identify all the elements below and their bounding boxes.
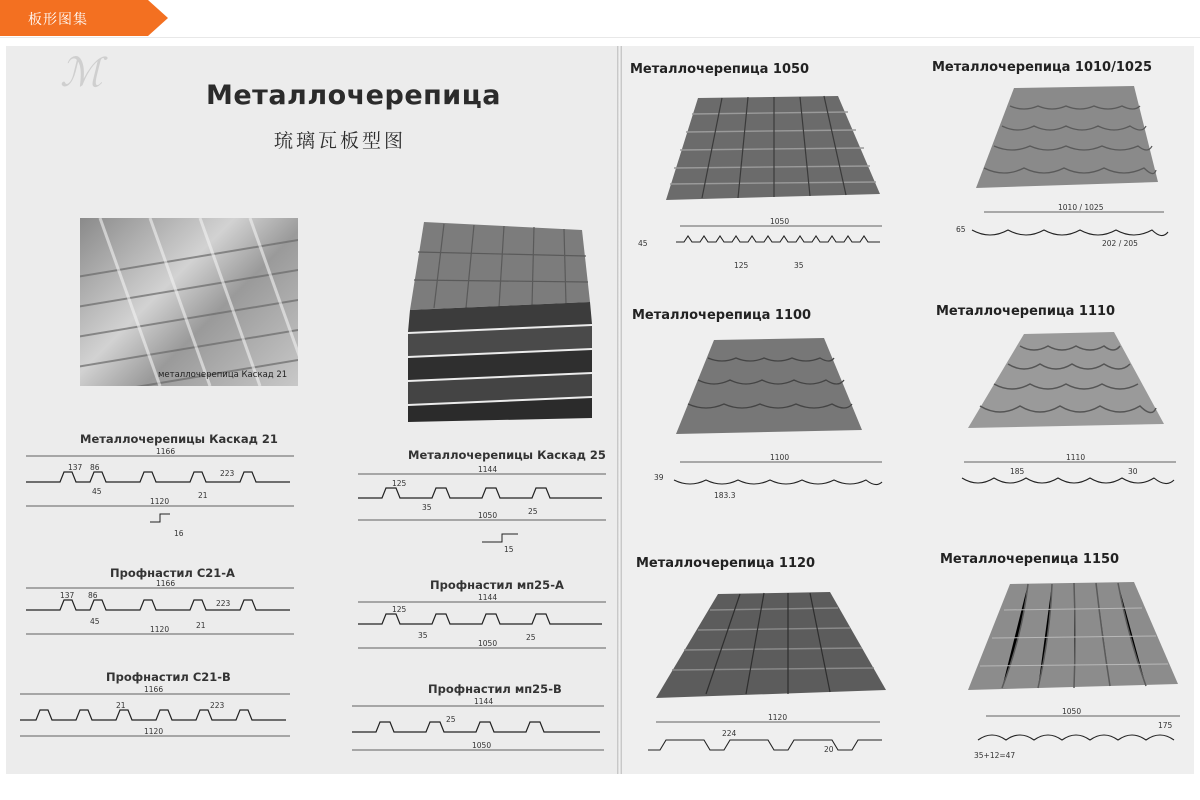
svg-text:1166: 1166 [156, 580, 176, 588]
svg-text:1050: 1050 [472, 741, 492, 750]
tile-1050-profile [636, 212, 890, 272]
section-tag-label: 板形图集 [28, 12, 88, 28]
page-subtitle: 琉璃瓦板型图 [274, 130, 407, 152]
book-spine [617, 46, 622, 774]
svg-text:25: 25 [526, 633, 536, 642]
svg-text:1050: 1050 [478, 511, 498, 520]
svg-text:45: 45 [92, 487, 102, 496]
tile-1120-profile [644, 712, 888, 760]
tile-1050-image [662, 92, 882, 204]
tile-label: Металлочерепица 1120 [636, 556, 816, 571]
tile-1150-image [966, 582, 1180, 694]
svg-text:224: 224 [722, 729, 737, 738]
tile-label: Металлочерепица 1010/1025 [932, 60, 1153, 75]
profile-label: Профнастил мп25-А [430, 578, 564, 592]
tile-label: Металлочерепица 1150 [940, 552, 1120, 567]
svg-text:35: 35 [418, 631, 428, 640]
svg-text:1120: 1120 [144, 727, 164, 736]
roof-photo [80, 218, 298, 386]
profile-label: Металлочерепицы Каскад 25 [408, 448, 606, 462]
tile-1100-profile [650, 448, 890, 504]
svg-text:25: 25 [446, 715, 456, 724]
svg-text:1144: 1144 [478, 593, 498, 602]
svg-text:1166: 1166 [144, 686, 164, 694]
photo-caption: металлочерепица Каскад 21 [158, 370, 288, 380]
svg-text:1120: 1120 [150, 497, 170, 506]
tile-1120-image [654, 590, 888, 700]
svg-text:185: 185 [1010, 467, 1025, 476]
svg-text:21: 21 [196, 621, 206, 630]
svg-text:125: 125 [392, 479, 407, 488]
tile-1150-profile [962, 706, 1188, 764]
svg-text:16: 16 [174, 529, 184, 538]
tile-1110-profile [956, 448, 1182, 498]
tile-label: Металлочерепица 1110 [936, 304, 1116, 319]
svg-text:1050: 1050 [478, 639, 498, 648]
tile-1100-image [674, 336, 864, 436]
svg-text:1144: 1144 [478, 465, 498, 474]
svg-text:21: 21 [198, 491, 208, 500]
svg-text:137: 137 [60, 591, 75, 600]
svg-text:25: 25 [528, 507, 538, 516]
profile-drawing-c21b [16, 686, 296, 742]
svg-text:86: 86 [90, 463, 100, 472]
tile-1110-image [964, 332, 1166, 434]
svg-text:125: 125 [734, 261, 749, 270]
svg-text:30: 30 [1128, 467, 1138, 476]
svg-text:21: 21 [116, 701, 126, 710]
svg-text:1010 / 1025: 1010 / 1025 [1058, 203, 1104, 212]
divider [0, 37, 1200, 38]
svg-text:1050: 1050 [1062, 707, 1082, 716]
profile-drawing-mp25a [352, 592, 612, 652]
profile-drawing-mp25b [346, 696, 610, 756]
svg-text:137: 137 [68, 463, 83, 472]
sheet-stack-image [404, 222, 594, 426]
svg-text:1120: 1120 [150, 625, 170, 634]
profile-label: Профнастил С21-В [106, 670, 231, 684]
profile-label: Профнастил мп25-В [428, 682, 562, 696]
bleed-through: ℳ [60, 50, 103, 96]
tile-1010-profile [952, 202, 1174, 252]
svg-text:223: 223 [210, 701, 225, 710]
roof-photo-image [80, 218, 298, 386]
svg-text:125: 125 [392, 605, 407, 614]
dim-label: 1166 [156, 448, 176, 456]
svg-text:1110: 1110 [1066, 453, 1086, 462]
svg-text:35: 35 [422, 503, 432, 512]
tile-1010-image [974, 86, 1160, 190]
svg-text:1144: 1144 [474, 697, 494, 706]
svg-text:65: 65 [956, 225, 966, 234]
profile-label: Металлочерепицы Каскад 21 [80, 432, 278, 446]
svg-text:39: 39 [654, 473, 664, 482]
svg-text:15: 15 [504, 545, 514, 554]
svg-text:223: 223 [220, 469, 235, 478]
tile-label: Металлочерепица 1050 [630, 62, 810, 77]
tile-label: Металлочерепица 1100 [632, 308, 812, 323]
svg-text:86: 86 [88, 591, 98, 600]
section-tag [0, 0, 170, 36]
svg-text:45: 45 [90, 617, 100, 626]
profile-drawing-kaskad25 [352, 462, 612, 557]
profile-label: Профнастил С21-А [110, 566, 235, 580]
svg-text:202 / 205: 202 / 205 [1102, 239, 1138, 248]
svg-text:175: 175 [1158, 721, 1173, 730]
svg-text:1120: 1120 [768, 713, 788, 722]
svg-text:1050: 1050 [770, 217, 790, 226]
svg-text:35+12=47: 35+12=47 [974, 751, 1016, 760]
svg-text:223: 223 [216, 599, 231, 608]
svg-text:20: 20 [824, 745, 834, 754]
profile-drawing-c21a [20, 580, 300, 640]
profile-drawing-kaskad21 [20, 448, 300, 543]
page-title: Металлочерепица [206, 80, 501, 111]
svg-text:183.3: 183.3 [714, 491, 736, 500]
svg-text:45: 45 [638, 239, 648, 248]
svg-text:1100: 1100 [770, 453, 790, 462]
svg-text:35: 35 [794, 261, 804, 270]
